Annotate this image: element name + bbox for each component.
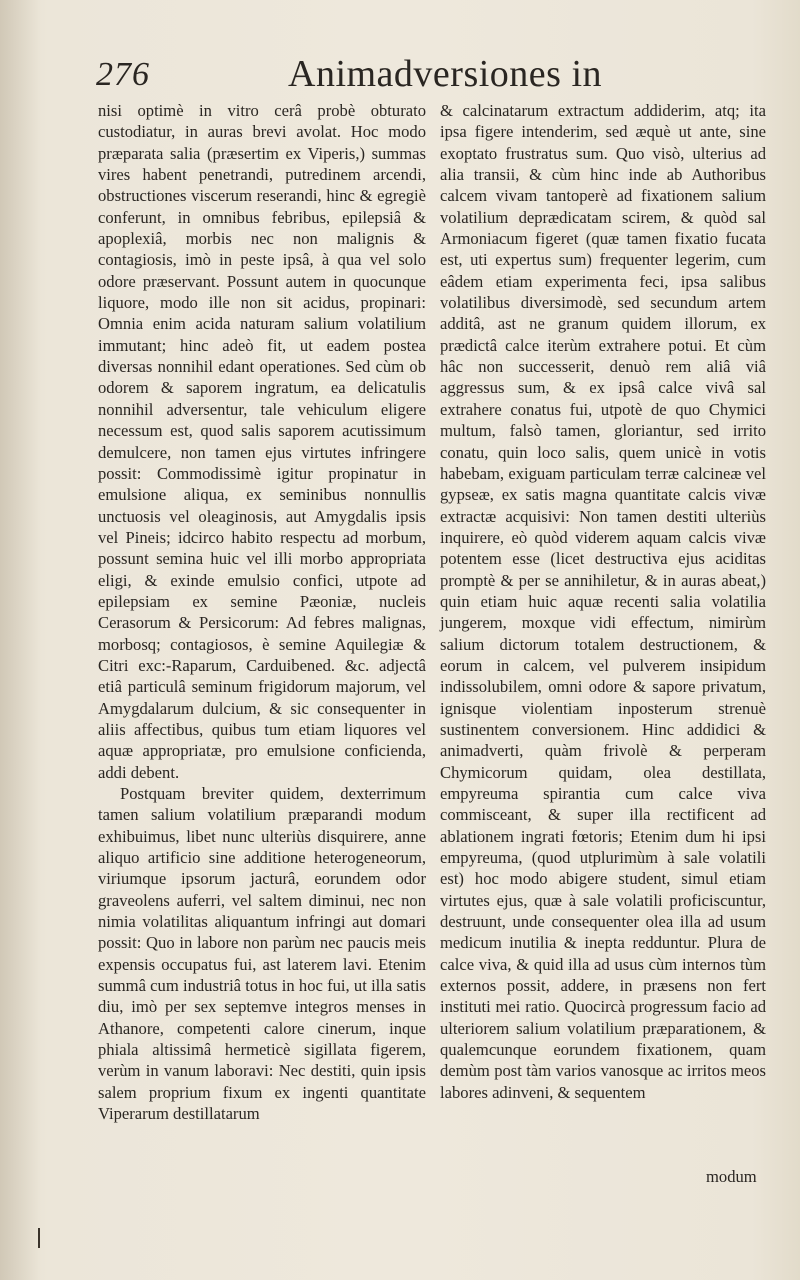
margin-mark xyxy=(38,1228,40,1248)
page-header xyxy=(96,52,776,98)
running-title: Animadversiones in xyxy=(288,53,603,95)
page-number: 276 xyxy=(96,56,150,93)
catchword: modum xyxy=(706,1167,757,1186)
spine-shadow xyxy=(0,0,40,1280)
left-paragraph-2: Postquam breviter quidem, dexterrimum tamen salium volatilium præparandi modum exhibuimus, libet nunc ulteriùs disquirere, anne aliquo artificio sine additione heterogeneorum, viriumque ipsorum jacturâ, eorundem odor graveolens auferri, vel saltem diminui, nec non nimia volatilitas aliquantum infringi aut domari possit: Quo in labore non parùm nec paucis meis expensis occupatus fui, ast laterem lavi. Etenim summâ cum industriâ totus in hoc fui, ut illa satis diu, imò per sex septemve integros menses in Athanore, competenti calore cinerum, inque phiala altissimâ hermeticè sigillata figerem, verùm in vanum laboravi: Nec destiti, quin ipsis salem proprium fixum ex ingenti quantitate Viperarum destillatarum xyxy=(98,784,426,1124)
right-paragraph-1: & calcinatarum extractum addiderim, atq; ita ipsa figere intenderim, sed æquè ut ante, sine exoptato frustratus sum. Quo visò, ulterius ad alia transii, & cùm hinc inde ab Authoribus calcem vivam tantoperè ad fixationem salium volatilium deprædicatam scirem, & quòd sal Armoniacum figeret (quæ tamen fixatio fucata est, uti expertus sum) frequenter legerim, cum eâdem etiam experimenta feci, ipsa salibus volatilibus diversimodè, sed secundum artem additâ, ast ne granum quidem illorum, ex prædictâ calce iterùm extrahere potui. Et cùm hâc non successerit, denuò rem aliâ viâ aggressus sum, & ex ipsâ calce vivâ sal extrahere conatus fui, utpotè de quo Chymici multum, falsò tamen, gloriantur, sed irrito conatu, quin loco salis, quem unicè in votis habebam, exiguam particulam terræ calcineæ vel gypseæ, ex satis magna quantitate calcis vivæ extractæ acquisivi: Non tamen destiti ulteriùs inquirere, eò quòd viderem aquam calcis vivæ potentem esse (licet destructiva ejus aciditas promptè & per se annihiletur, & in auras abeat,) quin etiam huic aquæ recenti salia volatilia jungerem, moxque vidi effectum, nimirùm salium dictorum totalem destructionem, & eorum in calcem, vel pulverem insipidum indissolubilem, omni odore & sapore privatum, ignisque violentiam inposterum strenuè sustinentem conversionem. Hinc addidici & animadverti, quàm frivolè & perperam Chymicorum quidam, olea destillata, empyreuma spirantia cum calce viva commisceant, & super illa rectificent ad ablationem ingrati fœtoris; Etenim dum hi ipsi empyreuma, (quod utplurimùm à sale volatili est) hoc modo abigere student, simul etiam virtutes ejus, quæ à sale volatili proficiscuntur, destruunt, unde consequenter olea illa ad usum medicum inutilia & inepta redduntur. Plura de calce viva, & quid illa ad usus cùm internos tùm externos possit, addere, in præsens non fert instituti mei ratio. Quocircà progressum facio ad ulteriorem salium volatilium præparationem, & qualemcunque eorundem fixationem, quam demùm post tàm varios vanosque ac irritos meos labores adinveni, & sequentem xyxy=(440,101,766,1102)
right-column xyxy=(440,100,766,1103)
left-column xyxy=(98,100,426,1125)
left-paragraph-1: nisi optimè in vitro cerâ probè obturato custodiatur, in auras brevi avolat. Hoc modo præparata salia (præsertim ex Viperis,) summas vires habent penetrandi, putredinem arcendi, obstructiones viscerum reserandi, hinc & egregiè conferunt, in omnibus febribus, epilepsiâ & apoplexiâ, morbis nec non malignis & contagiosis, imò in peste ipsâ, à qua vel solo odore præservant. Possunt autem in quocunque liquore, modo ille non sit acidus, propinari: Omnia enim acida naturam salium volatilium immutant; hinc adeò fit, ut eadem postea diversas nonnihil edant operationes. Sed cùm ob odorem & saporem ingratum, ea delicatulis nonnihil adversentur, tale vehiculum eligere necessum est, quod salis saporem acutissimum demulcere, non tamen ejus virtutes infringere possit: Commodissimè igitur propinatur in emulsione aliqua, ex seminibus nonnullis unctuosis vel oleaginosis, aut Amygdalis ipsis vel Pineis; idcirco habito respectu ad morbum, possunt semina huic vel illi morbo appropriata eligi, & exinde emulsio confici, utpote ad epilepsiam ex semine Pæoniæ, nucleis Cerasorum & Persicorum: Ad febres malignas, morbosq; contagiosos, è semine Aquilegiæ & Citri exc:-Raparum, Carduibened. &c. adjectâ etiâ particulâ seminum frigidorum majorum, vel Amygdalarum dulcium, & sic consequenter in aliis affectibus, quibus tum etiam liquores vel aquæ appropriatæ, pro emulsione conficienda, addi debent. xyxy=(98,101,426,782)
